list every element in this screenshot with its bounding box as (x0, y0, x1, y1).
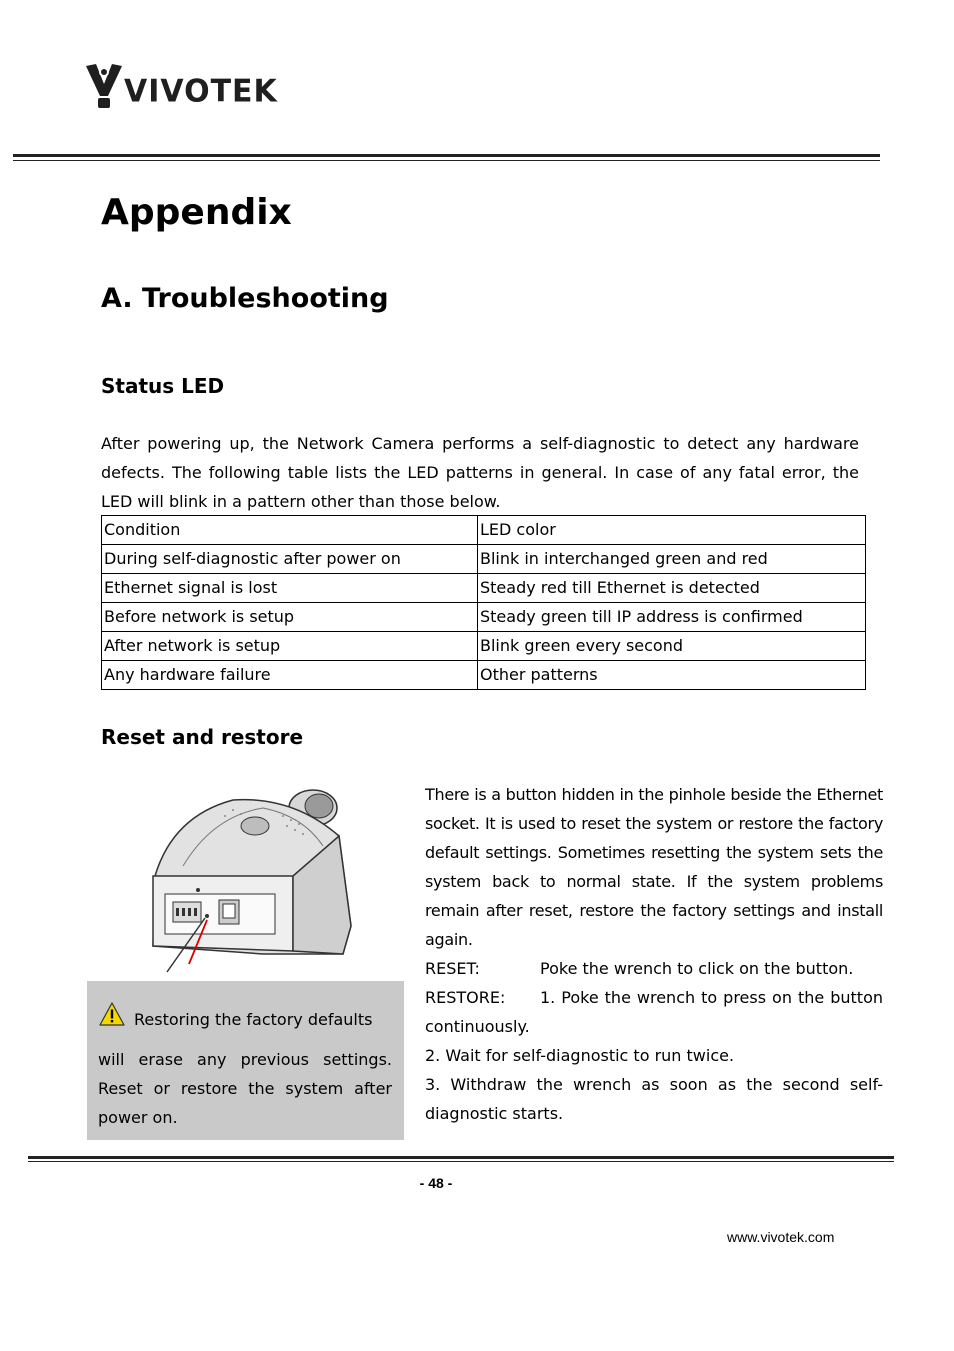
footer-divider (28, 1156, 894, 1159)
table-cell-condition: Ethernet signal is lost (102, 574, 478, 603)
page-title: Appendix (101, 192, 292, 233)
status-led-intro: After powering up, the Network Camera performs a self-diagnostic to detect any hardware defects. The following table lists the LED patterns in general. In case of any fatal error, the LED will blink in a pattern other than those below. (101, 434, 859, 511)
reset-paragraph: There is a button hidden in the pinhole beside the Ethernet socket. It is used to reset the system or restore the factory default settings. Sometimes resetting the system sets the system back to normal state. If the system problems remain after reset, restore the factory settings and install again. (425, 785, 883, 949)
restore-step-3: 3. Withdraw the wrench as soon as the second self-diagnostic starts. (425, 1075, 883, 1123)
warning-text: will erase any previous settings. Reset or restore the system after power on. (98, 1050, 392, 1127)
reset-description (425, 780, 883, 1128)
led-pattern-table (101, 515, 866, 690)
header-divider (13, 154, 880, 157)
status-led-heading: Status LED (101, 374, 225, 398)
table-cell-led-color: Steady red till Ethernet is detected (478, 574, 866, 603)
reset-text: Poke the wrench to click on the button. (540, 959, 854, 978)
restore-instruction (425, 983, 883, 1041)
table-cell-condition: After network is setup (102, 632, 478, 661)
warning-icon (99, 1002, 125, 1026)
table-row (102, 574, 866, 603)
table-row (102, 661, 866, 690)
table-row (102, 632, 866, 661)
vivotek-logo (84, 62, 294, 114)
table-cell-condition: During self-diagnostic after power on (102, 545, 478, 574)
table-cell-condition: Any hardware failure (102, 661, 478, 690)
table-header-row (102, 516, 866, 545)
restore-step-2: 2. Wait for self-diagnostic to run twice. (425, 1046, 735, 1065)
logo-wordmark: VIVOTEK (124, 73, 278, 110)
table-header-cell: Condition (102, 516, 478, 545)
table-cell-led-color: Blink green every second (478, 632, 866, 661)
table-cell-led-color: Other patterns (478, 661, 866, 690)
table-cell-led-color: Steady green till IP address is confirmed (478, 603, 866, 632)
table-row (102, 545, 866, 574)
camera-illustration (143, 786, 356, 974)
page-number: - 48 - (419, 1175, 453, 1191)
restore-step-1: 1. Poke the wrench to press on the button continuously. (425, 988, 883, 1036)
section-title: A. Troubleshooting (101, 283, 389, 314)
website-link[interactable]: www.vivotek.com (727, 1229, 835, 1245)
header-divider-thin (13, 160, 880, 161)
vivotek-logo-icon (84, 62, 124, 110)
reset-instruction (425, 954, 883, 983)
table-row (102, 603, 866, 632)
reset-restore-heading: Reset and restore (101, 725, 304, 749)
table-cell-condition: Before network is setup (102, 603, 478, 632)
reset-label: RESET: (425, 959, 480, 978)
table-header-cell: LED color (478, 516, 866, 545)
footer-divider-thin (28, 1161, 894, 1162)
warning-text-first-line: Restoring the factory defaults (134, 1010, 373, 1029)
table-cell-led-color: Blink in interchanged green and red (478, 545, 866, 574)
restore-label: RESTORE: (425, 988, 506, 1007)
